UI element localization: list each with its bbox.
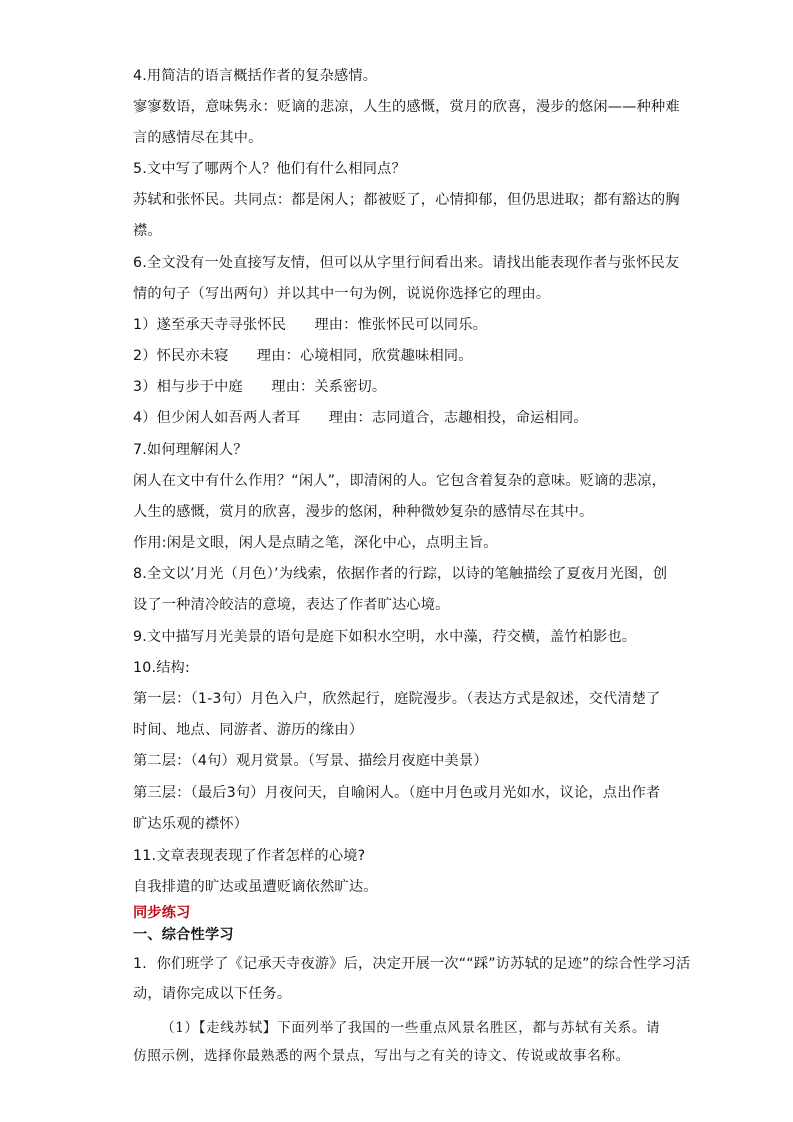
answer-6-item-2: 2）怀民亦未寝 理由：心境相同，欣赏趣味相同。: [133, 348, 473, 364]
structure-layer-2: 第二层：（4句）观月赏景。（写景、描绘月夜庭中美景）: [133, 753, 488, 769]
section-heading-practice: 同步练习: [133, 905, 191, 921]
structure-layer-3-line-1: 第三层：（最后3句）月夜问天，自喻闲人。（庭中月色或月光如水，议论，点出作者: [133, 785, 661, 801]
section-heading-comprehensive: 一、综合性学习: [133, 927, 234, 943]
answer-6-item-3: 3）相与步于中庭 理由：关系密切。: [133, 379, 387, 395]
answer-5-line-1: 苏轼和张怀民。共同点：都是闲人；都被贬了，心情抑郁，但仍思进取；都有豁达的胸: [133, 192, 680, 208]
item-8-line-1: 8.全文以’月光（月色）’为线索，依据作者的行踪，以诗的笔触描绘了夏夜月光图，创: [133, 566, 668, 582]
item-10-heading: 10.结构:: [133, 660, 190, 676]
question-6-line-1: 6.全文没有一处直接写友情，但可以从字里行间看出来。请找出能表现作者与张怀民友: [133, 255, 680, 271]
question-5: 5.文中写了哪两个人？他们有什么相同点？: [133, 161, 406, 177]
question-7: 7.如何理解闲人？: [133, 442, 248, 458]
question-4: 4.用简洁的语言概括作者的复杂感情。: [133, 68, 378, 84]
answer-11: 自我排遣的旷达或虽遭贬谪依然旷达。: [133, 879, 378, 895]
structure-layer-1-line-2: 时间、地点、同游者、游历的缘由）: [133, 722, 364, 738]
answer-7-line-3: 作用:闲是文眼，闲人是点睛之笔，深化中心，点明主旨。: [133, 535, 498, 551]
task-1-line-1: 1．你们班学了《记承天寺夜游》后，决定开展一次““踩”访苏轼的足迹”的综合性学习活: [133, 956, 691, 972]
task-1-line-2: 动，请你完成以下任务。: [133, 986, 292, 1002]
answer-7-line-1: 闲人在文中有什么作用？“闲人”，即清闲的人。它包含着复杂的意味。贬谪的悲凉，: [133, 473, 667, 489]
task-1-sub-1-line-1: （1）【走线苏轼】下面列举了我国的一些重点风景名胜区，都与苏轼有关系。请: [161, 1020, 661, 1036]
structure-layer-3-line-2: 旷达乐观的襟怀）: [133, 816, 249, 832]
structure-layer-1-line-1: 第一层：（1-3句）月色入户，欣然起行，庭院漫步。（表达方式是叙述，交代清楚了: [133, 691, 661, 707]
answer-6-item-4: 4）但少闲人如吾两人者耳 理由：志同道合，志趣相投，命运相同。: [133, 410, 588, 426]
answer-6-item-1: 1）遂至承天寺寻张怀民 理由：惟张怀民可以同乐。: [133, 317, 488, 333]
item-9: 9.文中描写月光美景的语句是庭下如积水空明，水中藻，荇交横，盖竹柏影也。: [133, 629, 637, 645]
task-1-sub-1-line-2: 仿照示例，选择你最熟悉的两个景点，写出与之有关的诗文、传说或故事名称。: [133, 1048, 630, 1064]
answer-4-line-1: 寥寥数语，意味隽永：贬谪的悲凉，人生的感慨，赏月的欣喜，漫步的悠闲——种种难: [133, 99, 680, 115]
question-11: 11.文章表现表现了作者怎样的心境?: [133, 848, 366, 864]
answer-5-line-2: 襟。: [133, 223, 162, 239]
item-8-line-2: 设了一种清冷皎洁的意境，表达了作者旷达心境。: [133, 597, 450, 613]
answer-4-line-2: 言的感情尽在其中。: [133, 130, 263, 146]
question-6-line-2: 情的句子（写出两句）并以其中一句为例，说说你选择它的理由。: [133, 286, 551, 302]
answer-7-line-2: 人生的感慨，赏月的欣喜，漫步的悠闲，种种微妙复杂的感情尽在其中。: [133, 504, 594, 520]
